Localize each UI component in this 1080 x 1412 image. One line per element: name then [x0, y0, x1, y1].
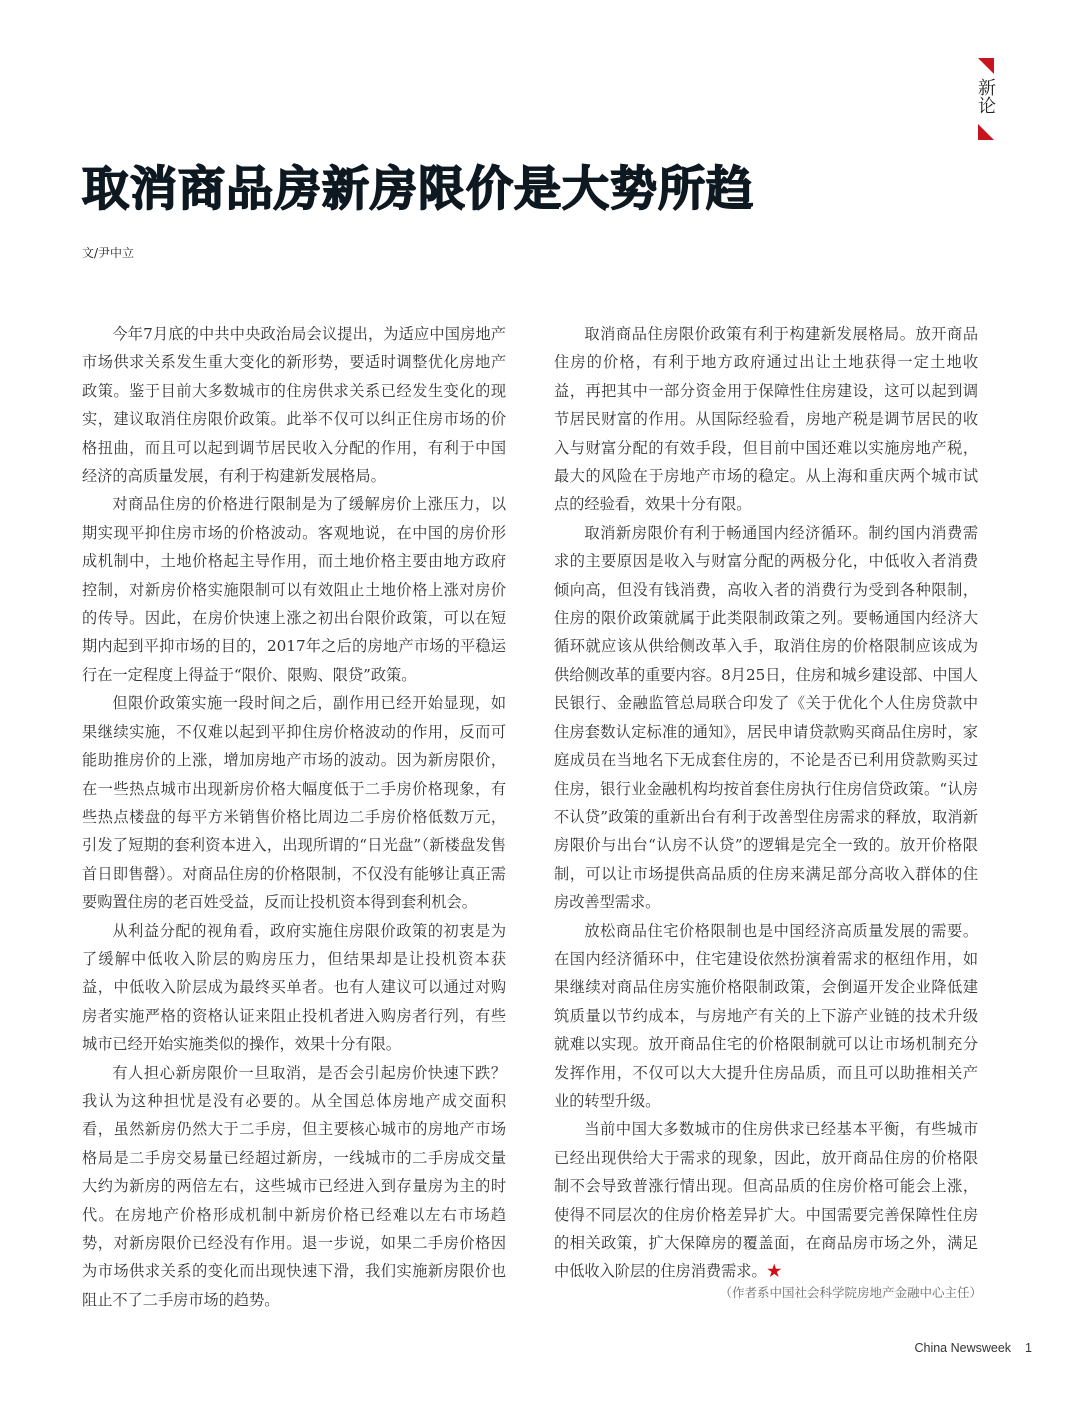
- paragraph: 但限价政策实施一段时间之后，副作用已经开始显现，如果继续实施，不仅难以起到平抑住房价格波动的作用，反而可能助推房价的上涨，增加房地产市场的波动。因为新房限价，在一些热点城市出现新房价格大幅度低于二手房价格现象，有些热点楼盘的每平方米销售价格比周边二手房价格低数万元，引发了短期的套利资本进入，出现所谓的“日光盘”（新楼盘发售首日即售罄）。对商品住房的价格限制，不仅没有能够让真正需要购置住房的老百姓受益，反而让投机资本得到套利机会。: [82, 694, 506, 912]
- author-note: （作者系中国社会科学院房地产金融中心主任）: [719, 1285, 982, 1300]
- paragraph: 放松商品住宅价格限制也是中国经济高质量发展的需要。在国内经济循环中，住宅建设依然扮演着需求的枢纽作用，如果继续对商品住房实施价格限制政策，会倒逼开发企业降低建筑质量以节约成本，与房地产有关的上下游产业链的技术升级就难以实现。放开商品住宅的价格限制就可以让市场机制充分发挥作用，不仅可以大大提升住房品质，而且可以助推相关产业的转型升级。: [554, 921, 978, 1110]
- left-column: [82, 320, 506, 1314]
- paragraph: 从利益分配的视角看，政府实施住房限价政策的初衷是为了缓解中低收入阶层的购房压力，但结果却是让投机资本获益，中低收入阶层成为最终买单者。也有人建议可以通过对购房者实施严格的资格认证来阻止投机者进入购房者行列，有些城市已经开始实施类似的操作，效果十分有限。: [82, 921, 506, 1054]
- section-marker-top-icon: [978, 58, 994, 74]
- section-marker-bottom-icon: [978, 124, 994, 140]
- right-column: [554, 320, 978, 1286]
- paragraph: 对商品住房的价格进行限制是为了缓解房价上涨压力，以期实现平抑住房市场的价格波动。客观地说，在中国的房价形成机制中，土地价格起主导作用，而土地价格主要由地方政府控制，对新房价格实施限制可以有效阻止土地价格上涨对房价的传导。因此，在房价快速上涨之初出台限价政策，可以在短期内起到平抑市场的目的，2017年之后的房地产市场的平稳运行在一定程度上得益于“限价、限购、限贷”政策。: [82, 495, 506, 684]
- publication-name: China Newsweek: [914, 1341, 1012, 1355]
- paragraph: 有人担心新房限价一旦取消，是否会引起房价快速下跌？我认为这种担忧是没有必要的。从全国总体房地产成交面积看，虽然新房仍然大于二手房，但主要核心城市的房地产市场格局是二手房交易量已经超过新房，一线城市的二手房成交量大约为新房的两倍左右，这些城市已经进入到存量房为主的时代。在房地产价格形成机制中新房价格已经难以左右市场趋势，对新房限价已经没有作用。退一步说，如果二手房价格因为市场供求关系的变化而出现快速下滑，我们实施新房限价也阻止不了二手房市场的趋势。: [82, 1063, 506, 1309]
- article-title: 取消商品房新房限价是大势所趋: [82, 162, 754, 217]
- page-number: 1: [1025, 1341, 1032, 1355]
- section-label: 新论: [975, 78, 996, 114]
- end-star-icon: ★: [766, 1262, 782, 1281]
- paragraph: 取消商品住房限价政策有利于构建新发展格局。放开商品住房的价格，有利于地方政府通过出让土地获得一定土地收益，再把其中一部分资金用于保障性住房建设，这可以起到调节居民财富的作用。从国际经验看，房地产税是调节居民的收入与财富分配的有效手段，但目前中国还难以实施房地产税，最大的风险在于房地产市场的稳定。从上海和重庆两个城市试点的经验看，效果十分有限。: [554, 325, 978, 514]
- paragraph: 今年7月底的中共中央政治局会议提出，为适应中国房地产市场供求关系发生重大变化的新形势，要适时调整优化房地产政策。鉴于目前大多数城市的住房供求关系已经发生变化的现实，建议取消住房限价政策。此举不仅可以纠正住房市场的价格扭曲，而且可以起到调节居民收入分配的作用，有利于中国经济的高质量发展，有利于构建新发展格局。: [82, 325, 506, 486]
- paragraph-text: 当前中国大多数城市的住房供求已经基本平衡，有些城市已经出现供给大于需求的现象，因此，放开商品住房的价格限制不会导致普涨行情出现。但高品质的住房价格可能会上涨，使得不同层次的住房价格差异扩大。中国需要完善保障性住房的相关政策，扩大保障房的覆盖面，在商品房市场之外，满足中低收入阶层的住房消费需求。: [554, 1120, 978, 1281]
- byline: 文/尹中立: [82, 246, 135, 260]
- page-footer: [914, 1341, 1032, 1355]
- last-paragraph: [554, 1115, 978, 1285]
- paragraph: 取消新房限价有利于畅通国内经济循环。制约国内消费需求的主要原因是收入与财富分配的两极分化，中低收入者消费倾向高，但没有钱消费，高收入者的消费行为受到各种限制，住房的限价政策就属于此类限制政策之列。要畅通国内经济大循环就应该从供给侧改革入手，取消住房的价格限制应该成为供给侧改革的重要内容。8月25日，住房和城乡建设部、中国人民银行、金融监管总局联合印发了《关于优化个人住房贷款中住房套数认定标准的通知》，居民申请贷款购买商品住房时，家庭成员在当地名下无成套住房的，不论是否已利用贷款购买过住房，银行业金融机构均按首套住房执行住房信贷政策。“认房不认贷”政策的重新出台有利于改善型住房需求的释放，取消新房限价与出台“认房不认贷”的逻辑是完全一致的。放开价格限制，可以让市场提供高品质的住房来满足部分高收入群体的住房改善型需求。: [554, 523, 978, 912]
